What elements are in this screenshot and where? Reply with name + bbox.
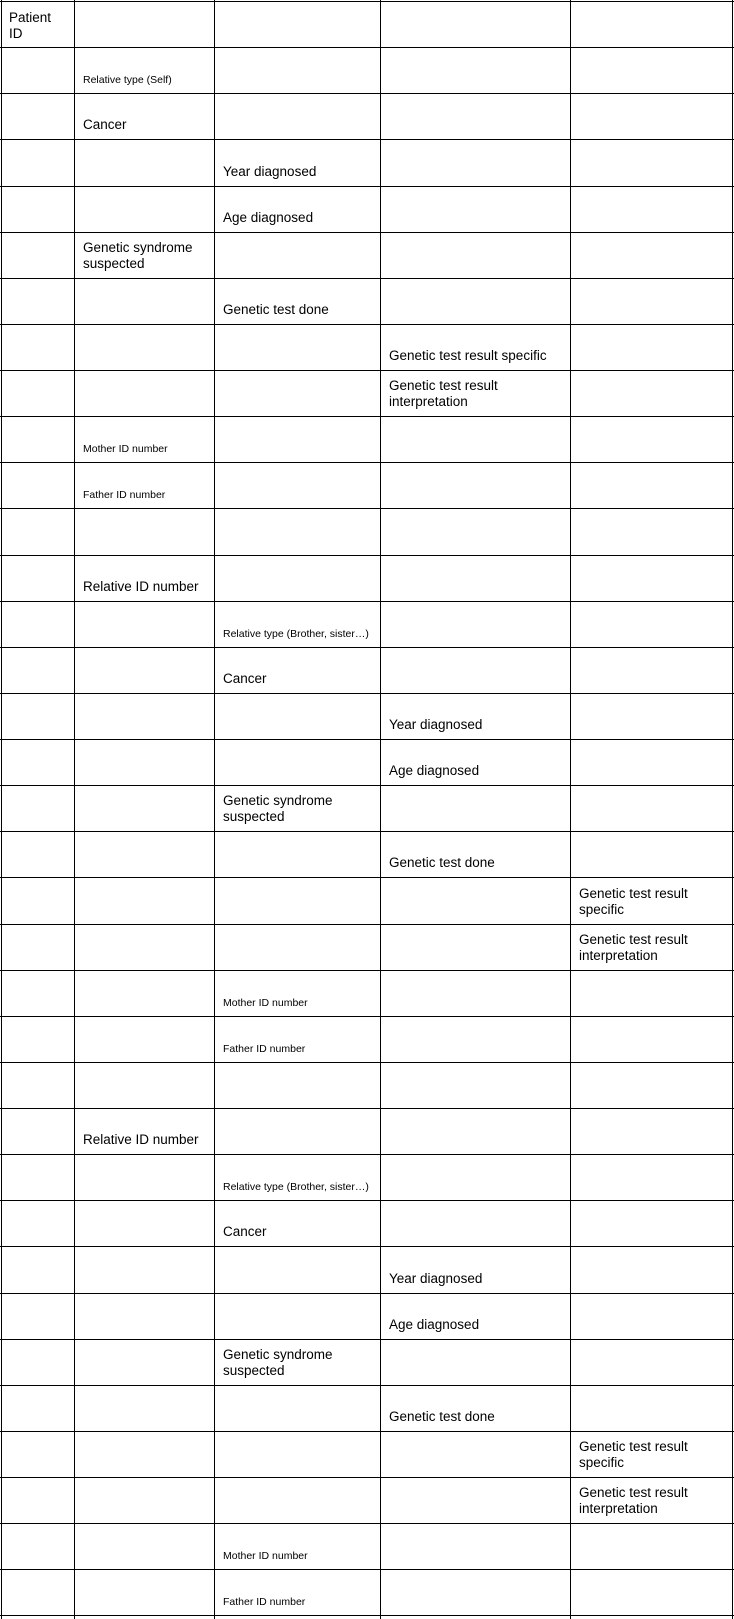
table-row-label: Father ID number [83, 489, 166, 501]
table-horizontal-rule [0, 924, 734, 925]
table-horizontal-rule [0, 1385, 734, 1386]
table-horizontal-rule [0, 278, 734, 279]
table-row-label: Genetic syndrome suspected [223, 1347, 333, 1378]
table-horizontal-rule [0, 877, 734, 878]
table-horizontal-rule [0, 139, 734, 140]
table-horizontal-rule [0, 370, 734, 371]
table-horizontal-rule [0, 647, 734, 648]
table-horizontal-rule [0, 555, 734, 556]
table-horizontal-rule [0, 508, 734, 509]
table-row-label: Mother ID number [223, 1550, 308, 1562]
table-row-label: Cancer [223, 1224, 267, 1239]
table-row-label: Genetic test result specific [579, 886, 688, 917]
table-row-label: Relative type (Brother, sister…) [223, 1181, 369, 1193]
table-row-label: Father ID number [223, 1043, 306, 1055]
table-vertical-rule [570, 0, 571, 1619]
table-row-label: Age diagnosed [223, 210, 314, 225]
table-horizontal-rule [0, 1523, 734, 1524]
table-row-label: Relative ID number [83, 1132, 199, 1147]
table-horizontal-rule [0, 1339, 734, 1340]
table-vertical-rule [74, 0, 75, 1619]
table-row-label: Year diagnosed [389, 1271, 483, 1286]
header-patient-id: Patient ID [9, 10, 52, 41]
table-vertical-rule [214, 0, 215, 1619]
table-horizontal-rule [0, 93, 734, 94]
table-row-label: Genetic test result interpretation [389, 378, 498, 409]
table-horizontal-rule [0, 739, 734, 740]
table-row-label: Genetic test done [223, 302, 329, 317]
table-vertical-rule [732, 0, 733, 1619]
table-horizontal-rule [0, 1477, 734, 1478]
table-horizontal-rule [0, 1293, 734, 1294]
table-row-label: Mother ID number [223, 997, 308, 1009]
table-row-label: Genetic test result interpretation [579, 932, 688, 963]
table-row-label: Mother ID number [83, 443, 168, 455]
table-horizontal-rule [0, 1016, 734, 1017]
table-horizontal-rule [0, 1, 734, 2]
table-row-label: Relative type (Brother, sister…) [223, 628, 369, 640]
table-horizontal-rule [0, 831, 734, 832]
table-vertical-rule [380, 0, 381, 1619]
table-row-label: Year diagnosed [223, 164, 317, 179]
table-row-label: Genetic syndrome suspected [223, 793, 333, 824]
table-horizontal-rule [0, 324, 734, 325]
table-horizontal-rule [0, 186, 734, 187]
table-row-label: Age diagnosed [389, 763, 480, 778]
table-row-label: Genetic test result interpretation [579, 1485, 688, 1516]
table-row-label: Age diagnosed [389, 1317, 480, 1332]
table-horizontal-rule [0, 462, 734, 463]
table-row-label: Relative ID number [83, 579, 199, 594]
table-horizontal-rule [0, 1108, 734, 1109]
table-row-label: Genetic test done [389, 855, 495, 870]
table-row-label: Genetic test result specific [389, 348, 547, 363]
table-horizontal-rule [0, 232, 734, 233]
table-row-label: Genetic syndrome suspected [83, 240, 193, 271]
table-horizontal-rule [0, 1200, 734, 1201]
table-row-label: Cancer [83, 117, 127, 132]
table-horizontal-rule [0, 785, 734, 786]
table-horizontal-rule [0, 1154, 734, 1155]
table-horizontal-rule [0, 601, 734, 602]
table-horizontal-rule [0, 1569, 734, 1570]
table-horizontal-rule [0, 970, 734, 971]
table-row-label: Relative type (Self) [83, 74, 172, 86]
table-row-label: Father ID number [223, 1596, 306, 1608]
table-horizontal-rule [0, 1431, 734, 1432]
table-row-label: Year diagnosed [389, 717, 483, 732]
table-horizontal-rule [0, 693, 734, 694]
table-horizontal-rule [0, 1615, 734, 1616]
table-vertical-rule [1, 0, 2, 1619]
table-horizontal-rule [0, 1246, 734, 1247]
table-horizontal-rule [0, 1062, 734, 1063]
table-row-label: Genetic test result specific [579, 1439, 688, 1470]
table-row-label: Cancer [223, 671, 267, 686]
table-horizontal-rule [0, 416, 734, 417]
table-horizontal-rule [0, 47, 734, 48]
table-row-label: Genetic test done [389, 1409, 495, 1424]
